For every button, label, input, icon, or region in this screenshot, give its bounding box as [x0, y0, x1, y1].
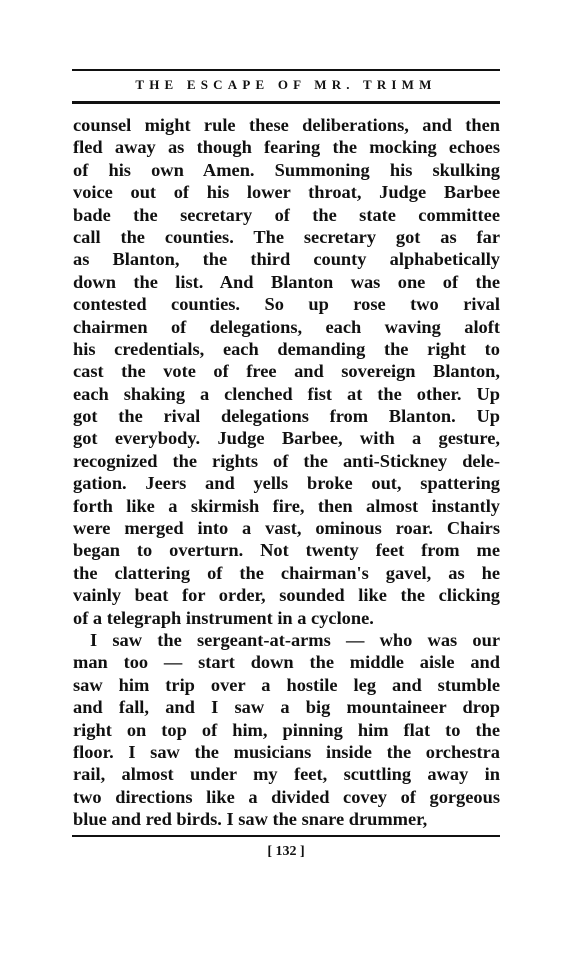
header-rule-bottom — [72, 101, 500, 104]
text-line: each shaking a clenched fist at the other. Up — [73, 383, 500, 404]
text-line: began to overturn. Not twenty feet from me — [73, 540, 500, 561]
text-line: recognized the rights of the anti-Stickney dele- — [73, 450, 500, 471]
text-line: chairmen of delegations, each waving aloft — [73, 316, 500, 337]
text-line: bade the secretary of the state committee — [73, 204, 500, 225]
page-number: [ 132 ] — [267, 844, 305, 859]
text-line: floor. I saw the musicians inside the orchestra — [73, 741, 500, 762]
text-line: got everybody. Judge Barbee, with a gesture, — [73, 428, 500, 449]
text-line: two directions like a divided covey of gorgeous — [73, 786, 500, 807]
text-line: saw him trip over a hostile leg and stumble — [73, 674, 500, 695]
text-line: counsel might rule these deliberations, and then — [73, 115, 500, 135]
footer-rule — [72, 835, 500, 837]
text-line: voice out of his lower throat, Judge Barbee — [73, 182, 500, 203]
text-line: cast the vote of free and sovereign Blanton, — [73, 361, 500, 382]
text-line: and fall, and I saw a big mountaineer drop — [73, 697, 500, 718]
text-line: gation. Jeers and yells broke out, spattering — [73, 473, 500, 494]
text-line: got the rival delegations from Blanton. Up — [73, 406, 500, 427]
text-line: were merged into a vast, ominous roar. Chairs — [73, 518, 500, 539]
text-line: rail, almost under my feet, scuttling away in — [73, 764, 500, 785]
text-line: of a telegraph instrument in a cyclone. — [73, 607, 374, 628]
text-line: the clattering of the chairman's gavel, as he — [73, 562, 500, 583]
header-rule-top — [72, 69, 500, 71]
text-line: of his own Amen. Summoning his skulking — [73, 159, 500, 180]
text-line: fled away as though fearing the mocking echoes — [73, 137, 500, 158]
text-line: vainly beat for order, sounded like the clicking — [73, 585, 500, 606]
running-head: THE ESCAPE OF MR. TRIMM — [135, 77, 437, 92]
text-line: blue and red birds. I saw the snare drummer, — [73, 809, 428, 830]
text-line: I saw the sergeant-at-arms — who was our — [90, 629, 500, 650]
text-line: down the list. And Blanton was one of the — [73, 271, 500, 292]
text-line: man too — start down the middle aisle and — [73, 652, 500, 673]
text-line: contested counties. So up rose two rival — [73, 294, 500, 315]
text-line: his credentials, each demanding the right to — [73, 338, 500, 359]
text-line: as Blanton, the third county alphabetically — [73, 249, 500, 270]
text-line: call the counties. The secretary got as far — [73, 226, 500, 247]
text-line: forth like a skirmish fire, then almost instantly — [73, 495, 500, 516]
text-line: right on top of him, pinning him flat to the — [73, 719, 500, 740]
body-text — [73, 114, 500, 831]
